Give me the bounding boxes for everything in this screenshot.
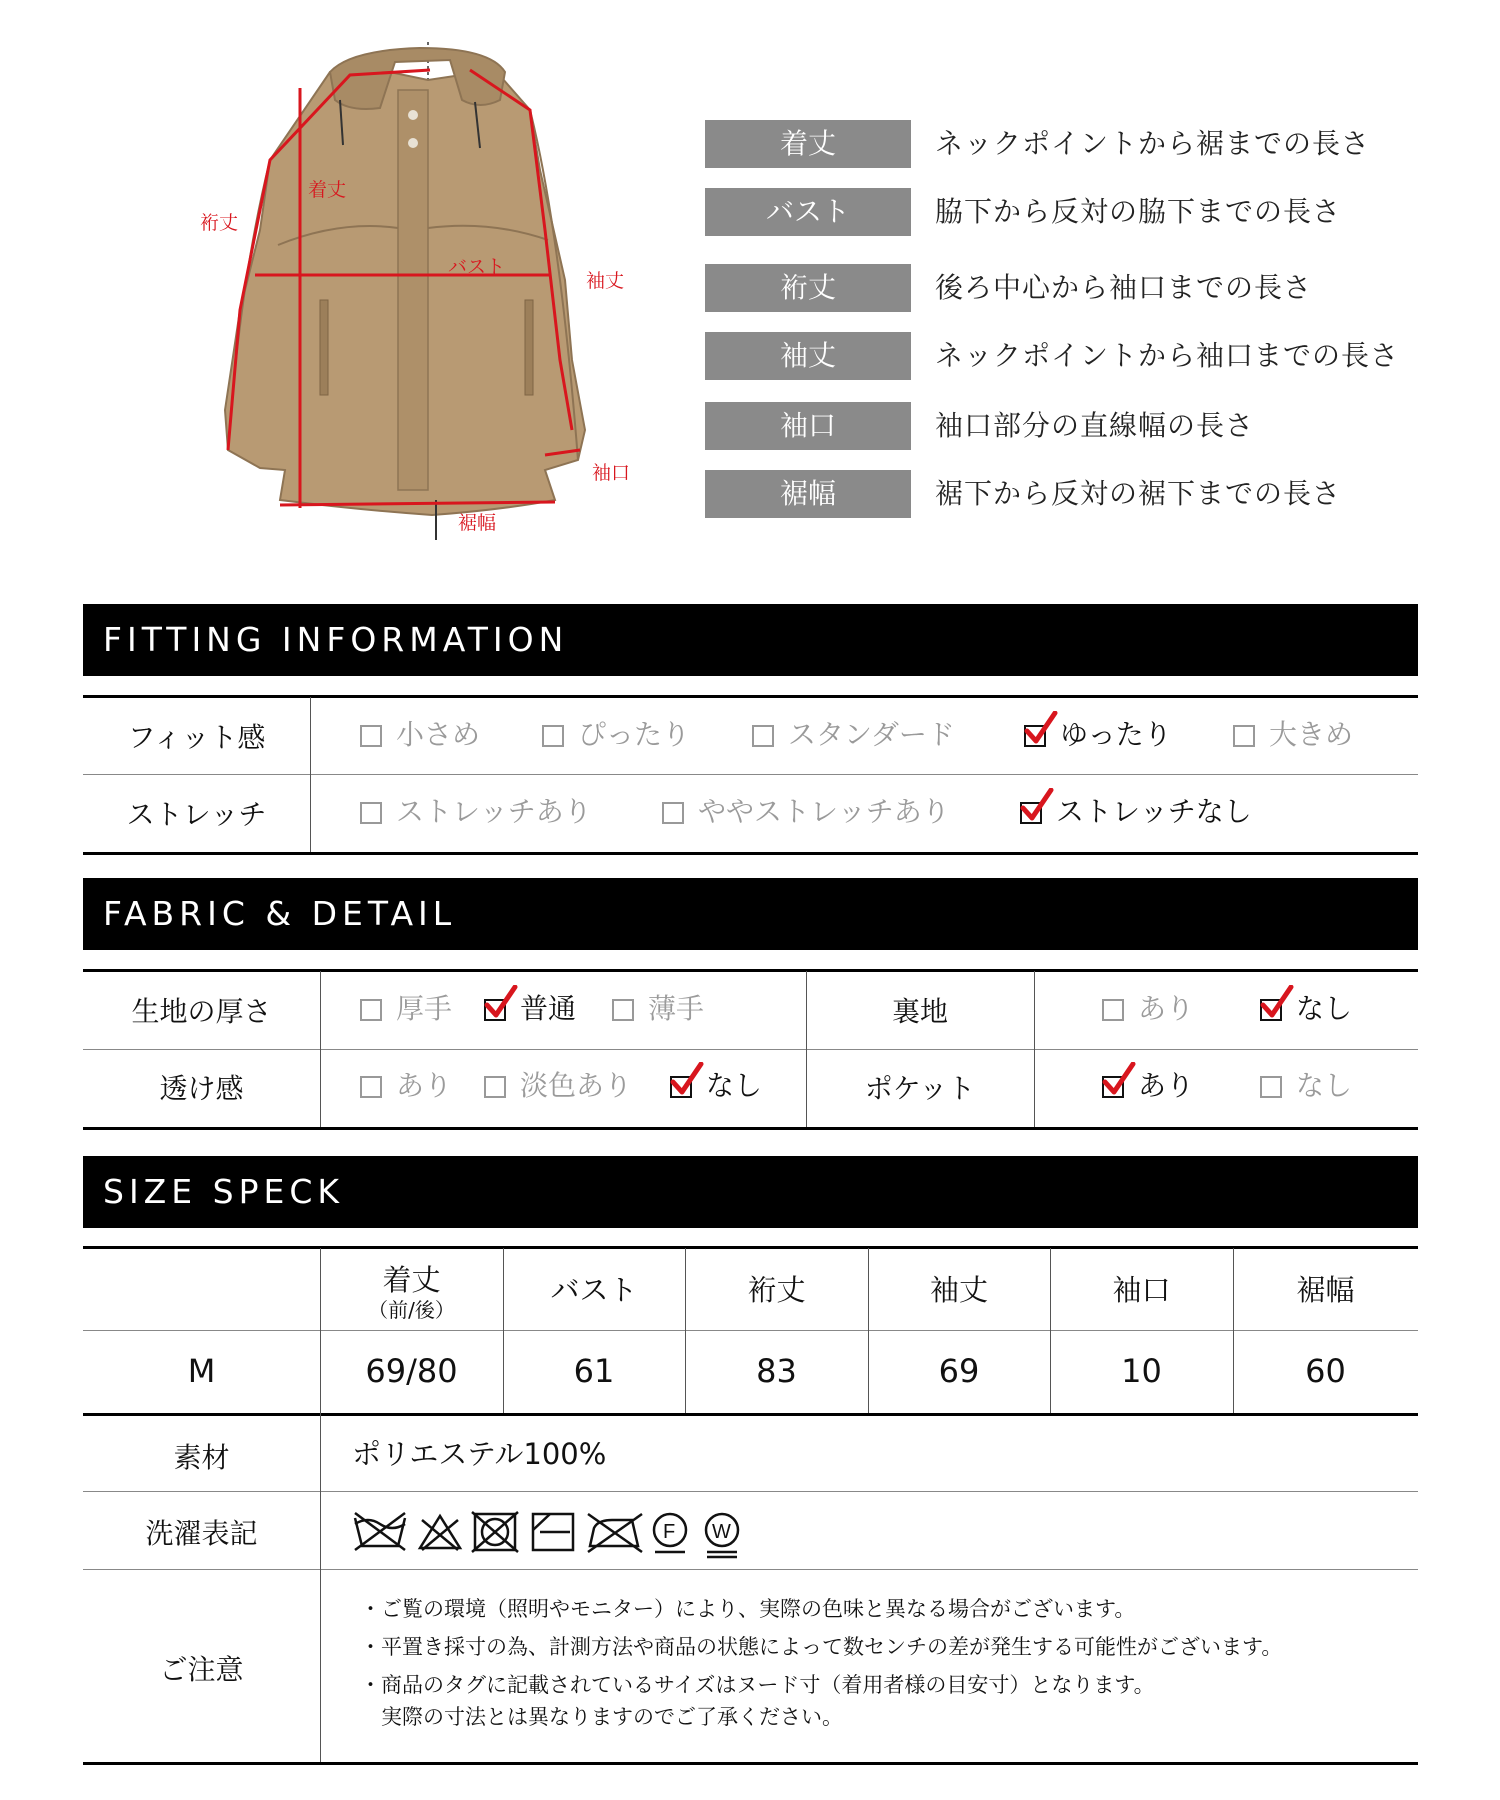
fitting-section-title: FITTING INFORMATION — [83, 604, 1418, 676]
legend-desc: ネックポイントから袖口までの長さ — [935, 339, 1400, 372]
size-section-title: SIZE SPECK — [83, 1156, 1418, 1228]
sheer-label: 透け感 — [159, 1072, 244, 1105]
divider — [83, 1491, 1418, 1492]
stretch-label: ストレッチ — [126, 798, 267, 831]
checked-checkbox-icon — [1260, 999, 1282, 1021]
note-item: ・商品のタグに記載されているサイズはヌード寸（着用者様の目安寸）となります。 — [360, 1673, 1155, 1697]
lining-option-selected[interactable]: なし — [1260, 989, 1352, 1029]
checked-checkbox-icon — [1020, 802, 1042, 824]
checked-checkbox-icon — [1024, 725, 1046, 747]
svg-text:W: W — [712, 1521, 731, 1543]
no-bleach-icon — [420, 1516, 460, 1550]
checkbox-icon — [1233, 725, 1255, 747]
checked-checkbox-icon — [670, 1076, 692, 1098]
svg-text:F: F — [663, 1521, 676, 1543]
material-value: ポリエステル100% — [352, 1437, 607, 1471]
legend-key: 袖丈 — [705, 332, 911, 380]
pocket-label: ポケット — [864, 1072, 976, 1105]
legend-row — [705, 188, 1465, 236]
notes-list — [360, 1590, 1282, 1736]
lining-label: 裏地 — [891, 995, 948, 1028]
fit-option[interactable]: 小さめ — [360, 715, 480, 755]
pocket-option[interactable]: なし — [1260, 1066, 1352, 1106]
sheer-option-selected[interactable]: なし — [670, 1066, 762, 1106]
note-item: ・平置き採寸の為、計測方法や商品の状態によって数センチの差が発生する可能性がございます。 — [360, 1635, 1283, 1659]
stretch-option-selected[interactable]: ストレッチなし — [1020, 792, 1252, 832]
divider — [320, 1248, 321, 1762]
material-label: 素材 — [173, 1441, 230, 1474]
lining-option[interactable]: あり — [1102, 989, 1194, 1029]
hang-dry-shade-icon — [533, 1514, 573, 1550]
fit-option[interactable]: 大きめ — [1233, 715, 1353, 755]
checkbox-icon — [612, 999, 634, 1021]
legend-desc: 後ろ中心から袖口までの長さ — [935, 271, 1313, 304]
checked-checkbox-icon — [1102, 1076, 1124, 1098]
care-label: 洗濯表記 — [145, 1517, 258, 1550]
divider — [83, 1762, 1418, 1765]
thickness-option[interactable]: 厚手 — [360, 989, 452, 1029]
legend-key: 袖口 — [705, 402, 911, 450]
checked-checkbox-icon — [484, 999, 506, 1021]
stretch-option[interactable]: ややストレッチあり — [662, 792, 950, 832]
thickness-label: 生地の厚さ — [131, 995, 272, 1028]
checkbox-icon — [360, 1076, 382, 1098]
size-value: 69 — [938, 1352, 980, 1390]
fabric-section-title: FABRIC & DETAIL — [83, 878, 1418, 950]
size-header-yuki: 裄丈 — [747, 1273, 806, 1307]
legend-row — [705, 402, 1465, 450]
divider — [83, 695, 1418, 698]
diagram-label-cuff: 袖口 — [592, 462, 631, 484]
size-header-length: 着丈 — [382, 1263, 441, 1297]
legend-row — [705, 332, 1465, 380]
fit-option-selected[interactable]: ゆったり — [1024, 715, 1172, 755]
notes-label: ご注意 — [159, 1653, 244, 1686]
divider — [83, 1569, 1418, 1570]
thickness-option-selected[interactable]: 普通 — [484, 989, 576, 1029]
diagram-label-yuki: 裄丈 — [200, 212, 239, 234]
legend-row — [705, 120, 1465, 168]
size-name: M — [187, 1352, 216, 1390]
checkbox-icon — [662, 802, 684, 824]
divider — [83, 1330, 1418, 1331]
size-header-hem: 裾幅 — [1296, 1273, 1355, 1307]
legend-key: 裾幅 — [705, 470, 911, 518]
diagram-label-length: 着丈 — [308, 179, 347, 201]
diagram-label-hem: 裾幅 — [458, 512, 497, 534]
divider — [83, 774, 1418, 775]
divider — [83, 852, 1418, 855]
divider — [83, 969, 1418, 972]
measurement-diagram — [200, 30, 660, 540]
care-symbols — [350, 1508, 770, 1564]
diagram-label-bust: バスト — [448, 256, 506, 278]
no-iron-icon — [588, 1514, 642, 1552]
no-tumble-dry-icon — [472, 1512, 518, 1552]
divider — [83, 1246, 1418, 1249]
size-value: 61 — [573, 1352, 615, 1390]
pocket-option-selected[interactable]: あり — [1102, 1066, 1194, 1106]
divider — [310, 697, 311, 852]
checkbox-icon — [484, 1076, 506, 1098]
divider — [320, 971, 321, 1127]
fit-label: フィット感 — [127, 721, 266, 754]
divider — [83, 1127, 1418, 1130]
thickness-option[interactable]: 薄手 — [612, 989, 704, 1029]
no-wash-icon — [355, 1513, 405, 1550]
note-item: 実際の寸法とは異なりますのでご了承ください。 — [360, 1705, 843, 1729]
sheer-option[interactable]: 淡色あり — [484, 1066, 632, 1106]
size-value: 10 — [1121, 1352, 1162, 1390]
legend-key: 裄丈 — [705, 264, 911, 312]
size-header-bust: バスト — [550, 1273, 638, 1307]
size-value: 60 — [1305, 1352, 1346, 1390]
size-value: 69/80 — [365, 1352, 458, 1390]
checkbox-icon — [360, 725, 382, 747]
size-header-length-sub: （前/後） — [368, 1298, 455, 1322]
divider — [83, 1049, 1418, 1050]
legend-row — [705, 264, 1465, 312]
divider — [1034, 971, 1035, 1127]
legend-desc: 袖口部分の直線幅の長さ — [935, 409, 1255, 442]
checkbox-icon — [360, 802, 382, 824]
legend-desc: 脇下から反対の脇下までの長さ — [935, 195, 1342, 228]
legend-desc: ネックポイントから裾までの長さ — [935, 127, 1371, 160]
checkbox-icon — [1102, 999, 1124, 1021]
size-header-cuff: 袖口 — [1112, 1273, 1171, 1307]
fit-option[interactable]: スタンダード — [752, 715, 955, 755]
stretch-option[interactable]: ストレッチあり — [360, 792, 592, 832]
legend-key: 着丈 — [705, 120, 911, 168]
checkbox-icon — [752, 725, 774, 747]
divider — [83, 1413, 1418, 1416]
legend-key: バスト — [705, 188, 911, 236]
fit-option[interactable]: ぴったり — [542, 715, 690, 755]
note-item: ・ご覧の環境（照明やモニター）により、実際の色味と異なる場合がございます。 — [360, 1597, 1136, 1621]
checkbox-icon — [360, 999, 382, 1021]
sheer-option[interactable]: あり — [360, 1066, 452, 1106]
size-header-sleeve: 袖丈 — [929, 1273, 988, 1307]
size-value: 83 — [756, 1352, 797, 1390]
legend-desc: 裾下から反対の裾下までの長さ — [935, 477, 1342, 510]
checkbox-icon — [542, 725, 564, 747]
legend-row — [705, 470, 1465, 518]
diagram-label-sleeve: 袖丈 — [586, 270, 625, 292]
checkbox-icon — [1260, 1076, 1282, 1098]
